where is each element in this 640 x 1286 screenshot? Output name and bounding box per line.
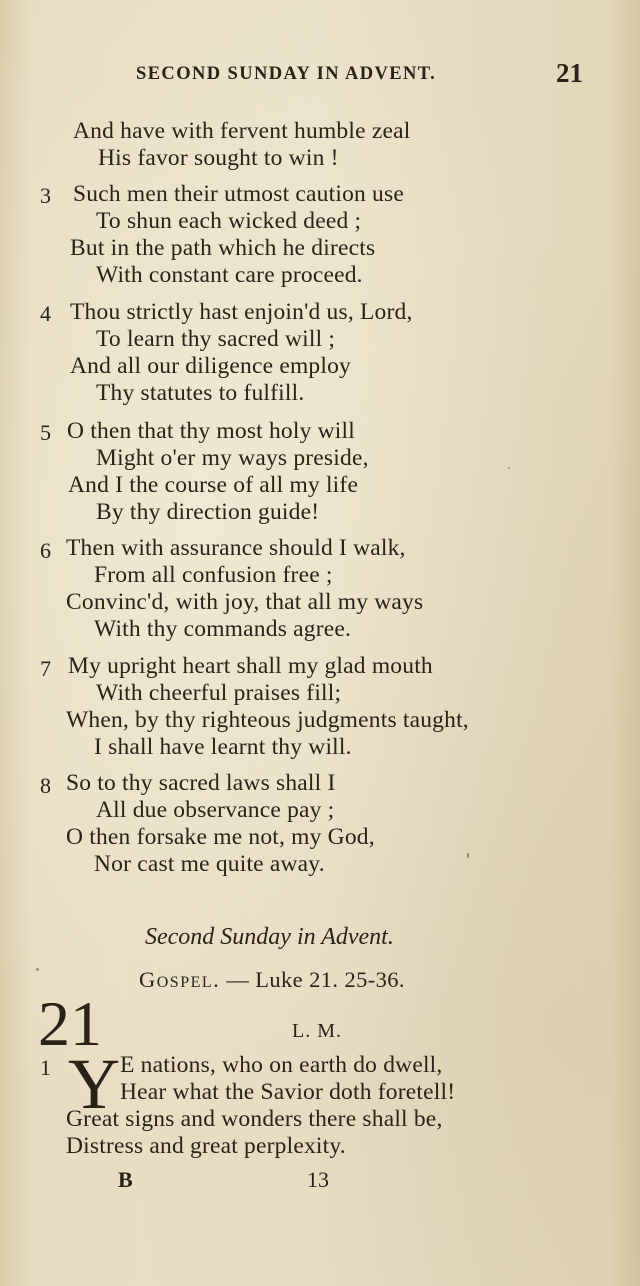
verse-line: And have with fervent humble zeal (73, 118, 411, 144)
drop-cap: Y (68, 1044, 120, 1124)
verse-number: 5 (40, 420, 51, 445)
verse-line: But in the path which he directs (70, 235, 376, 261)
verse-line: With constant care proceed. (96, 262, 363, 288)
paper-speck (467, 853, 469, 858)
verse-line: Convinc'd, with joy, that all my ways (66, 589, 424, 615)
verse-line: Then with assurance should I walk, (66, 535, 406, 561)
verse-line: When, by thy righteous judgments taught, (66, 707, 469, 733)
verse-line: And I the course of all my life (68, 472, 359, 498)
hymn-number: 21 (38, 988, 102, 1059)
gospel-label: Gospel. (139, 967, 221, 992)
section-heading: Second Sunday in Advent. (145, 924, 394, 950)
verse-line: And all our diligence employ (70, 353, 352, 379)
verse-line: All due observance pay ; (96, 797, 335, 823)
verse-line: Great signs and wonders there shall be, (66, 1106, 443, 1132)
paper-speck (36, 968, 39, 971)
verse-line: His favor sought to win ! (98, 145, 339, 171)
running-title: SECOND SUNDAY IN ADVENT. (136, 64, 437, 84)
verse-line: E nations, who on earth do dwell, (120, 1052, 443, 1078)
verse-line: So to thy sacred laws shall I (66, 770, 336, 796)
verse-number: 4 (40, 301, 51, 326)
paper-speck (508, 467, 510, 469)
verse-line: From all confusion free ; (94, 562, 333, 588)
verse-number: 7 (40, 656, 51, 681)
folio-number: 13 (307, 1167, 329, 1192)
verse-line: I shall have learnt thy will. (94, 734, 352, 760)
verse-line: Nor cast me quite away. (94, 851, 325, 877)
verse-line: Hear what the Savior doth foretell! (120, 1079, 456, 1105)
page-number: 21 (556, 58, 583, 88)
verse-line: My upright heart shall my glad mouth (68, 653, 433, 679)
gospel-reference (139, 967, 405, 993)
verse-line: To shun each wicked deed ; (96, 208, 362, 234)
verse-line: Thy statutes to fulfill. (96, 380, 305, 406)
gospel-citation: — Luke 21. 25-36. (226, 967, 405, 992)
verse-number: 3 (40, 183, 51, 208)
verse-number: 6 (40, 538, 51, 563)
verse-line: Distress and great perplexity. (66, 1133, 346, 1159)
verse-line: Thou strictly hast enjoin'd us, Lord, (70, 299, 413, 325)
signature-mark: B (118, 1167, 133, 1192)
verse-number: 1 (40, 1055, 51, 1080)
verse-line: To learn thy sacred will ; (96, 326, 336, 352)
verse-line: O then that thy most holy will (67, 418, 355, 444)
verse-line: With cheerful praises fill; (96, 680, 342, 706)
verse-number: 8 (40, 773, 51, 798)
verse-line: By thy direction guide! (96, 499, 320, 525)
verse-line: With thy commands agree. (94, 616, 352, 642)
hymn-meter: L. M. (292, 1020, 342, 1042)
verse-line: Such men their utmost caution use (73, 181, 404, 207)
verse-line: Might o'er my ways preside, (96, 445, 369, 471)
verse-line: O then forsake me not, my God, (66, 824, 375, 850)
